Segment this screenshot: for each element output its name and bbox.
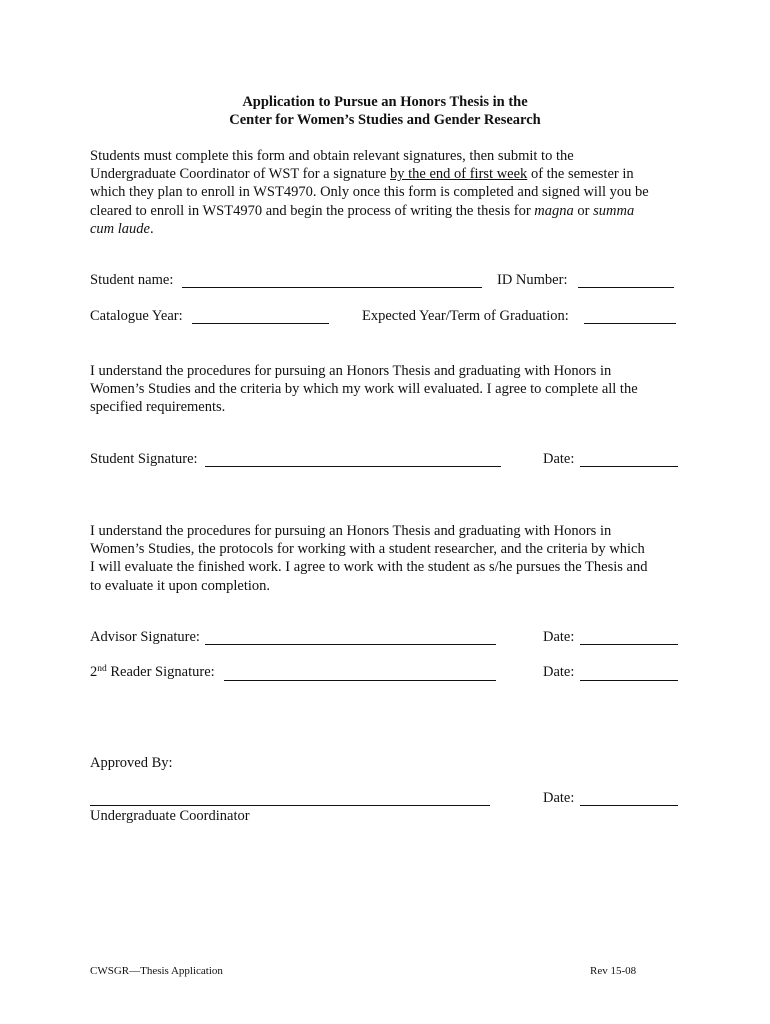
advisor-signature-label: Advisor Signature: [90, 629, 200, 645]
student-statement-line-3: specified requirements. [90, 399, 226, 416]
advisor-statement-line-1: I understand the procedures for pursuing an Honors Thesis and graduating with Honors in [90, 523, 612, 539]
second-reader-date-field[interactable] [580, 680, 678, 681]
intro-line-4 [90, 202, 690, 220]
intro-line-4-text: cleared to enroll in WST4970 and begin the process of writing the thesis for [90, 202, 535, 219]
expected-graduation-field[interactable] [584, 323, 676, 324]
second-reader-signature-field[interactable] [224, 680, 496, 681]
intro-line-2-text: Undergraduate Coordinator of WST for a signature [90, 166, 390, 183]
id-number-label: ID Number: [497, 272, 568, 288]
advisor-date-field[interactable] [580, 644, 678, 645]
catalogue-year-label: Catalogue Year: [90, 308, 183, 324]
intro-line-2-end: of the semester in [527, 166, 634, 183]
intro-line-5 [90, 220, 690, 238]
student-name-field[interactable] [182, 287, 482, 288]
intro-line-5-end: . [150, 220, 154, 237]
student-date-label: Date: [543, 451, 575, 467]
intro-line-1: Students must complete this form and obtain relevant signatures, then submit to the [90, 148, 574, 164]
expected-graduation-label: Expected Year/Term of Graduation: [362, 308, 569, 324]
student-signature-label: Student Signature: [90, 451, 198, 467]
form-title-line-2: Center for Women’s Studies and Gender Research [229, 112, 541, 128]
second-reader-ordinal: 2 [90, 664, 98, 680]
deadline-underlined: by the end of first week [390, 166, 528, 183]
coordinator-label: Undergraduate Coordinator [90, 808, 250, 824]
second-reader-label-text: Reader Signature: [106, 664, 215, 680]
advisor-signature-field[interactable] [205, 644, 496, 645]
coordinator-signature-field[interactable] [90, 805, 490, 806]
coordinator-date-field[interactable] [580, 805, 678, 806]
student-signature-field[interactable] [205, 466, 501, 467]
intro-line-4-mid: or [573, 202, 594, 219]
coordinator-date-label: Date: [543, 790, 575, 806]
footer-document-name: CWSGR—Thesis Application [90, 965, 223, 977]
student-statement-line-2: Women’s Studies and the criteria by which my work will evaluated. I agree to complete all the [90, 381, 638, 398]
form-title-line-1: Application to Pursue an Honors Thesis in the [242, 94, 528, 110]
advisor-date-label: Date: [543, 629, 575, 645]
student-date-field[interactable] [580, 466, 678, 467]
advisor-statement [90, 522, 690, 595]
intro-line-3: which they plan to enroll in WST4970. Only once this form is completed and signed will you be [90, 184, 649, 201]
id-number-field[interactable] [578, 287, 674, 288]
intro-paragraph [90, 147, 690, 238]
student-statement [90, 362, 690, 417]
magna-italic: magna [534, 202, 574, 219]
second-reader-ordinal-suffix: nd [97, 664, 107, 674]
second-reader-date-label: Date: [543, 664, 575, 680]
summa-italic: summa [593, 202, 635, 219]
advisor-statement-line-2: Women’s Studies, the protocols for working with a student researcher, and the criteria by which [90, 541, 645, 558]
footer-revision: Rev 15-08 [590, 965, 637, 977]
cum-laude-italic: cum laude [90, 220, 150, 237]
student-statement-line-1: I understand the procedures for pursuing an Honors Thesis and graduating with Honors in [90, 363, 612, 379]
second-reader-signature-label [90, 664, 215, 681]
intro-line-2 [90, 165, 690, 183]
catalogue-year-field[interactable] [192, 323, 329, 324]
student-name-label: Student name: [90, 272, 174, 288]
advisor-statement-line-3: I will evaluate the finished work. I agree to work with the student as s/he pursues the Thesis and [90, 559, 648, 576]
advisor-statement-line-4: to evaluate it upon completion. [90, 577, 270, 594]
approved-by-label: Approved By: [90, 755, 173, 771]
